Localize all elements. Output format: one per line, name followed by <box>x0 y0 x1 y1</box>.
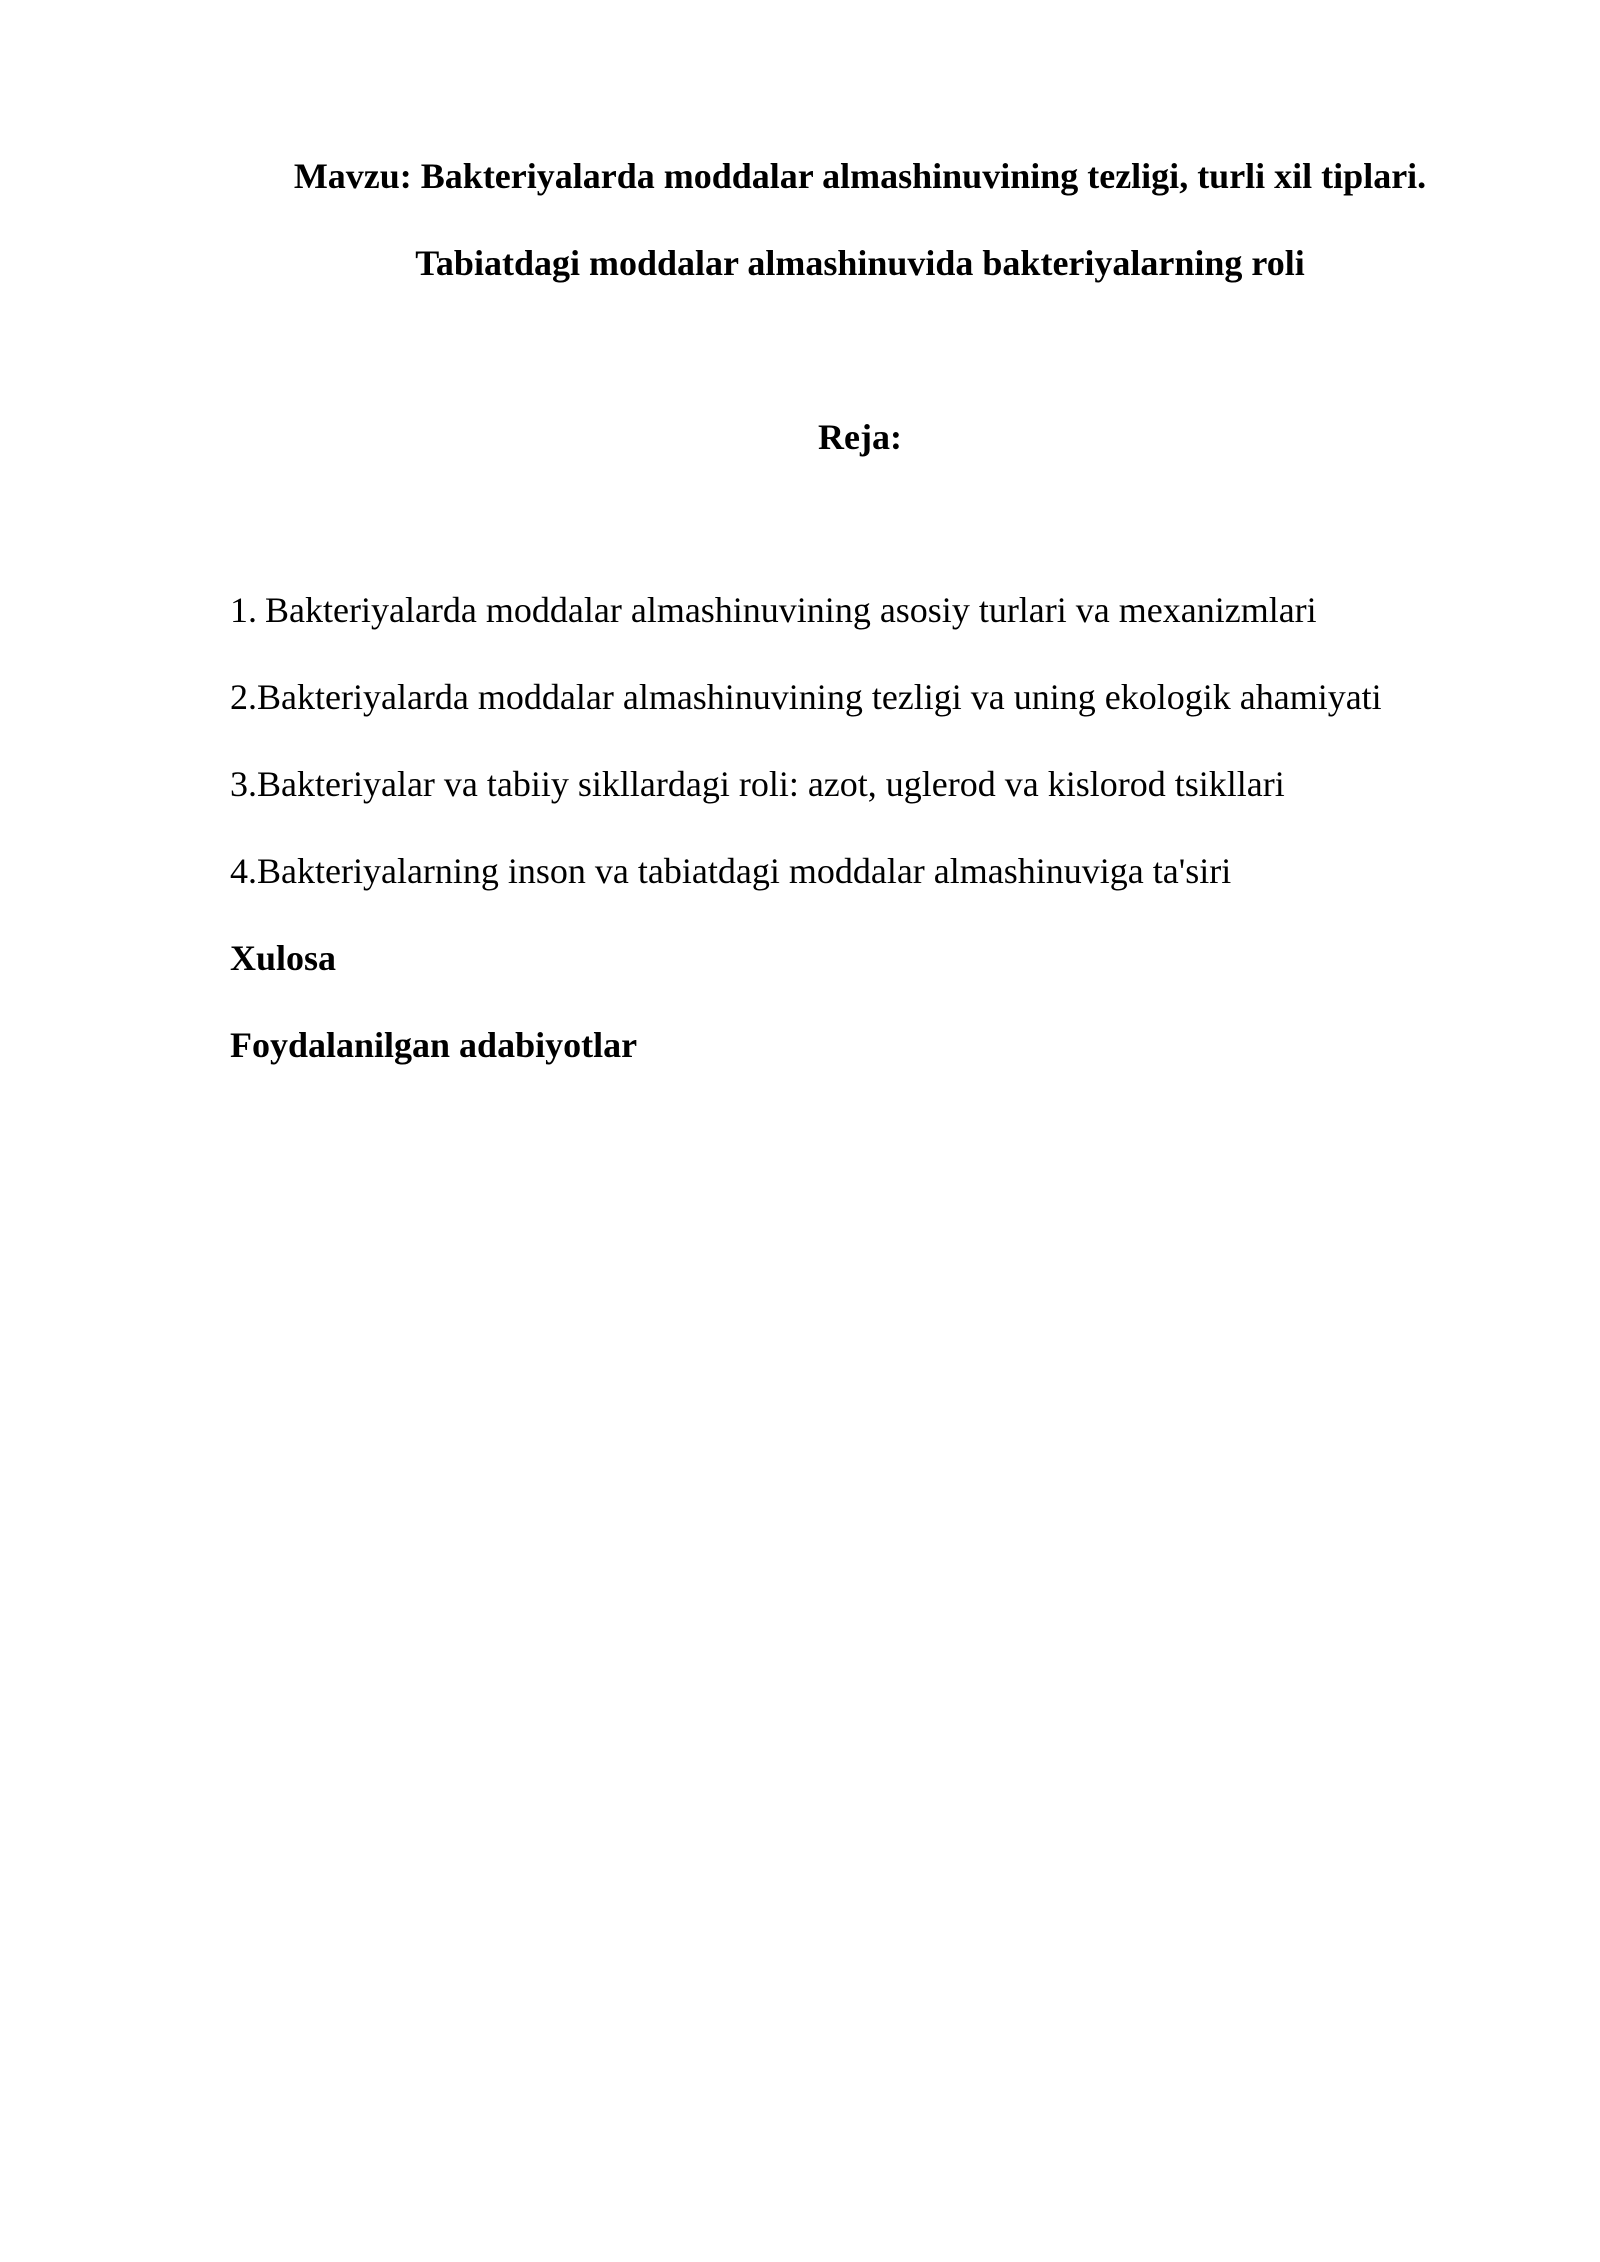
plan-heading: Reja: <box>818 417 902 457</box>
topic-title-line-1: Mavzu: Bakteriyalarda moddalar almashinuvining tezligi, turli xil tiplari. <box>293 156 1427 196</box>
plan-item-text: Bakteriyalarda moddalar almashinuvining tezligi va uning ekologik ahamiyati <box>257 677 1382 717</box>
plan-item-number: 1. <box>230 590 257 630</box>
plan-item-text: Bakteriyalar va tabiiy sikllardagi roli: azot, uglerod va kislorod tsikllari <box>257 764 1285 804</box>
plan-item-conclusion: Xulosa <box>230 938 337 978</box>
plan-item-number: 3. <box>230 764 257 804</box>
plan-item-number: 2. <box>230 677 257 717</box>
plan-item-text: Bakteriyalarda moddalar almashinuvining asosiy turlari va mexanizmlari <box>265 590 1317 630</box>
plan-item-3 <box>230 762 1382 849</box>
topic-title-line-2: Tabiatdagi moddalar almashinuvida bakteriyalarning roli <box>415 243 1305 283</box>
plan-item-references: Foydalanilgan adabiyotlar <box>230 1025 638 1065</box>
plan-item-1 <box>230 588 1382 675</box>
plan-list <box>230 588 1382 1110</box>
plan-item-number: 4. <box>230 851 257 891</box>
plan-item-2 <box>230 675 1382 762</box>
plan-item-text: Bakteriyalarning inson va tabiatdagi moddalar almashinuviga ta'siri <box>257 851 1232 891</box>
plan-item-4 <box>230 849 1382 936</box>
